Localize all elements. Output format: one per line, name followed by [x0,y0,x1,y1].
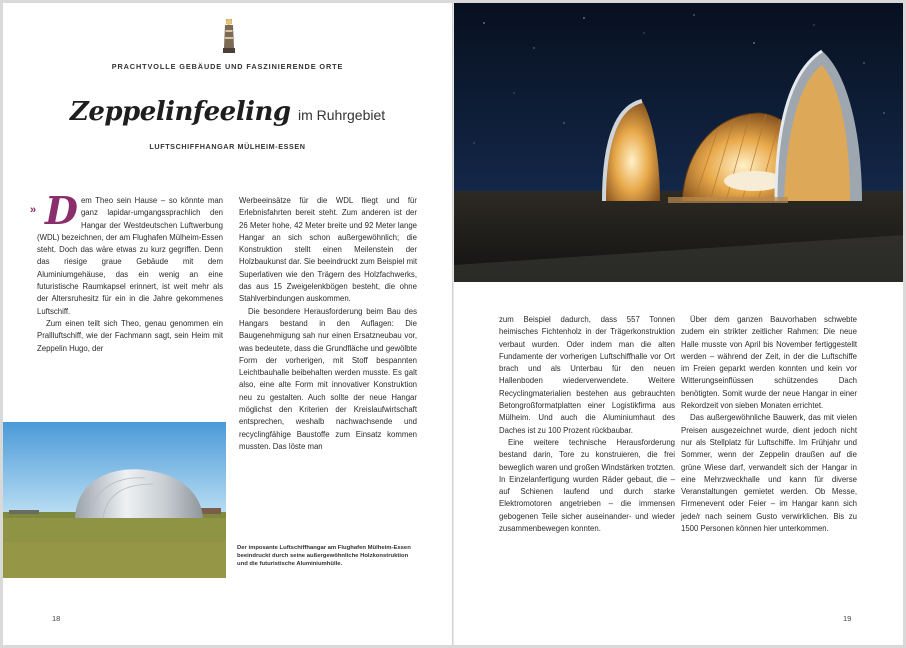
hangar-day-photo [3,422,226,578]
article-title [3,97,452,127]
photo-caption: Der imposante Luftschiffhangar am Flughafen Mülheim-Essen beeindruckt durch seine außergewöhnliche Holzkonstruktion und die futuristische Aluminiumhülle. [237,545,411,568]
paragraph: Über dem ganzen Bauvorhaben schwebte zudem ein strikter zeitlicher Rahmen: Die neue Halle musste von April bis November fertiggestellt werden – während der Zeit, in der die Luftschiffe im Freien geparkt werden konnten und kein vor Witterungseinflüssen schützendes Dach benötigten. Somit wurde der neue Hangar in einer Rekordzeit von sieben Monaten errichtet. [681,315,857,411]
article-subtitle: LUFTSCHIFFHANGAR MÜLHEIM-ESSEN [149,142,306,151]
left-page [3,3,452,645]
book-spread [3,3,903,645]
text-column-4 [681,314,857,535]
paragraph [37,188,223,318]
lighthouse-emblem-icon [221,15,237,55]
text-column-3 [499,314,675,535]
page-number: 18 [52,614,61,623]
paragraph: Zum einen teilt sich Theo, genau genommen ein Prallluftschiff, wie der Fachmann sagt, sein Heim mit Zeppelin Hugo, der [37,318,223,353]
text-column-1 [37,188,223,355]
paragraph-text: em Theo sein Hause – so könnte man ganz lapidar-umgangssprachlich den Hangar der Westdeutschen Luftwerbung (WDL) bezeichnen, der am Flughafen Mülheim-Essen steht. Doch das wäre etwas zu kurz gegriffen. Denn das riesige graue Gebäude mit dem Aluminiumgehäuse, das ein wenig an eine futuristische Raumkapsel erinnert, ist weit mehr als der Altersruhesitz für ein in die Jahre gekommenes Luftschiff. [37,196,223,316]
title-script: Zeppelinfeeling [69,97,291,127]
paragraph: zum Beispiel dadurch, dass 557 Tonnen heimisches Fichtenholz in der Trägerkonstruktion verbaut wurden. Oder indem man die alten Fundamente der vorherigen Luftschiffhalle vor Ort brach und als Unterbau für den neuen Hallenboden wiederverwendete. Weitere Recyclingmaterialien bestehen aus gebrauchten Betongroßformatplatten einer Logistikfirma aus Mülheim. Und auch die Aluminiumhaut des Daches ist zu 100 Prozent rückbaubar. [499,315,675,435]
hangar-night-photo [454,3,903,282]
paragraph: Eine weitere technische Herausforderung bestand darin, Tore zu konstruieren, die frei beweglich waren und großen Windstärken trotzten. In Einzelanfertigung wurden Räder gebaut, die – auf Schienen laufend und durch starke Elektromotoren angetrieben – die immensen gebogenen Teile sicher auseinander- und wieder zusammenbewegen konnten. [499,437,675,534]
title-rest: im Ruhrgebiet [297,107,386,123]
double-chevron-right-icon: » [30,204,37,216]
hangar-day-illustration [3,422,226,578]
right-page [454,3,903,645]
section-kicker: PRACHTVOLLE GEBÄUDE UND FASZINIERENDE ORTE [111,62,344,71]
paragraph: Die besondere Herausforderung beim Bau des Hangars bestand in den Auflagen: Die Baugenehmigung sah nur einen Ersatzneubau vor, was bedeutete, dass die Grundfläche und gewölbte Form der vorherigen, mit Stoff bespannten Leichtbauhalle beibehalten werden musste. Es galt also, eine alte Form mit innovativer Konstruktion neu zu gestalten. Auch sollte der neue Hangar möglichst den Kriterien der Kreislaufwirtschaft entsprechen, weshalb nachwachsende und recyclingfähige Baustoffe zum Einsatz kommen mussten. Das löste man [239,306,417,451]
paragraph: Werbeeinsätze für die WDL fliegt und für Erlebnisfahrten bereit steht. Zum anderen ist der 26 Meter hohe, 42 Meter breite und 92 Meter lange Hangar an sich schon außergewöhnlich; die Konstruktion stellt einen Meilenstein der Holzbaukunst dar. Sie beeindruckt zum Beispiel mit Superlativen wie den Trägern des Holzfachwerks, das aus 15 Zweigelenkbögen besteht, die ohne Stahlverbindungen auskommen. [239,196,417,304]
paragraph: Das außergewöhnliche Bauwerk, das mit vielen Preisen ausgezeichnet wurde, dient jedoch nicht nur als Stellplatz für Luftschiffe. Im Frühjahr und Sommer, wenn der Zeppelin draußen auf die grüne Wiese darf, verwandelt sich der Hangar in eine Mehrzweckhalle und kann für diverse Veranstaltungen gemietet werden. Ob Messe, Firmenevent oder Feier – im Hangar kann sich jede/r nach seinem Gusto verwirklichen. Bis zu 1500 Personen können hier unterkommen. [681,413,857,534]
drop-cap: D [45,188,78,233]
text-column-2 [239,195,417,453]
page-number: 19 [843,614,852,623]
hangar-night-illustration [454,3,903,282]
